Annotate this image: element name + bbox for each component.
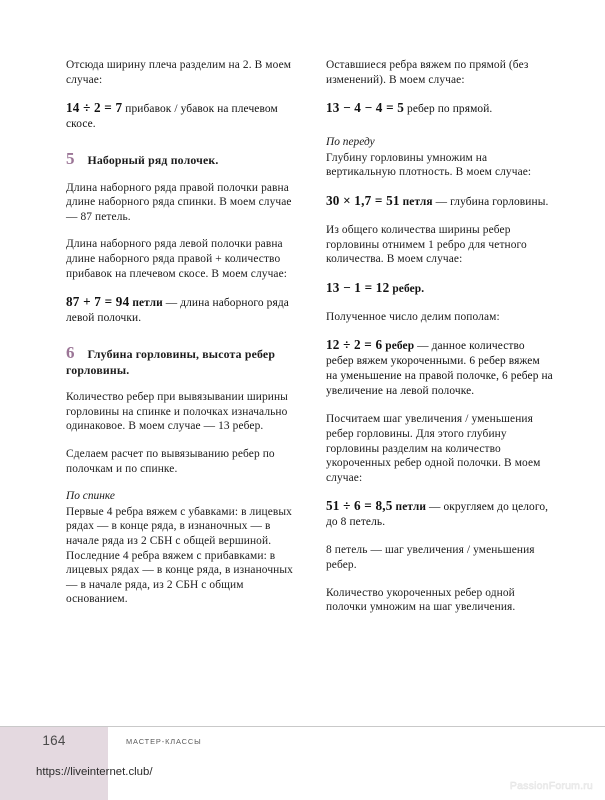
calc-tail: — глубина горловины. xyxy=(432,195,549,208)
watermark: PassionForum.ru xyxy=(509,780,593,792)
paragraph: Отсюда ширину плеча разделим на 2. В моем случае: xyxy=(66,59,292,86)
section-title: Наборный ряд полочек. xyxy=(87,153,219,168)
calc-expression: 30 × 1,7 = 51 xyxy=(326,192,400,208)
calc-expression: 87 + 7 = 94 xyxy=(66,294,130,310)
calc-unit: ребер xyxy=(382,340,415,353)
calculation-line xyxy=(326,100,554,117)
left-column xyxy=(66,58,294,628)
two-column-body xyxy=(66,58,565,628)
calculation-line xyxy=(326,498,554,530)
paragraph: Сделаем расчет по вывязыванию ребер по полочкам и по спинке. xyxy=(66,448,275,475)
paragraph: Полученное число делим пополам: xyxy=(326,310,500,323)
calculation-line xyxy=(326,337,554,399)
calc-expression: 13 − 4 − 4 = 5 xyxy=(326,100,405,116)
paragraph: Посчитаем шаг увеличения / уменьшения ребер горловины. Для этого глубину горловины разделим на количество укороченных ребер одной полочки. В моем случае: xyxy=(326,413,541,484)
paragraph: Из общего количества ширины ребер горловины отнимем 1 ребро для четного количества. В моем случае: xyxy=(326,223,527,266)
paragraph: Длина наборного ряда правой полочки равна длине наборного ряда спинки. В моем случае — 87 петель. xyxy=(66,181,292,223)
section-number: 5 xyxy=(66,149,75,169)
page-number: 164 xyxy=(42,733,66,748)
paragraph: Глубину горловины умножим на вертикальную плотность. В моем случае: xyxy=(326,151,532,179)
calc-tail: ребер по прямой. xyxy=(404,103,493,116)
calc-tail: — длина наборного ряда левой полочки. xyxy=(66,297,289,325)
paragraph: 8 петель — шаг увеличения / уменьшения ребер. xyxy=(326,544,535,571)
source-url[interactable]: https://liveinternet.club/ xyxy=(36,766,153,778)
italic-subheading: По переду xyxy=(326,136,375,149)
right-column xyxy=(326,58,554,628)
calc-unit: петли xyxy=(392,501,427,514)
paragraph: Оставшиеся ребра вяжем по прямой (без изменений). В моем случае: xyxy=(326,59,529,86)
paragraph: Количество укороченных ребер одной полочки умножим на шаг увеличения. xyxy=(326,586,516,614)
calc-tail: прибавок / убавок на плечевом скосе. xyxy=(66,103,278,131)
paragraph: Длина наборного ряда левой полочки равна длине наборного ряда правой + количество прибавок на плечевом скосе. В моем случае: xyxy=(66,238,288,280)
section-number: 6 xyxy=(66,343,75,363)
calc-expression: 13 − 1 = 12 xyxy=(326,279,390,295)
paragraph: Первые 4 ребра вяжем с убавками: в лицевых рядах — в конце ряда, в изнаночных — в начале ряда из 2 СБН с общей вершиной. Последние 4 ребра вяжем с прибавками: в лицевых рядах — в конце ряда, в изнаночных — в начале ряда, из 2 СБН с общим основанием. xyxy=(66,505,293,606)
section-title: Глубина горловины, высота ребер горловины. xyxy=(66,347,276,377)
calc-unit: петли xyxy=(129,297,163,310)
calc-expression: 51 ÷ 6 = 8,5 xyxy=(326,498,393,514)
calc-unit: петля xyxy=(399,195,433,208)
paragraph: Количество ребер при вывязывании ширины горловины на спинке и полочках изначально одинаковое. В моем случае — 13 ребер. xyxy=(66,391,288,433)
section-heading-5 xyxy=(66,150,294,169)
calculation-line xyxy=(66,294,294,326)
calc-expression: 14 ÷ 2 = 7 xyxy=(66,100,123,116)
calculation-line xyxy=(326,280,554,297)
calc-tail: — данное количество ребер вяжем укороченными. 6 ребер вяжем на уменьшение на правой полочке, 6 ребер на увеличение на левой полочке. xyxy=(326,340,553,398)
calc-expression: 12 ÷ 2 = 6 xyxy=(326,337,383,353)
italic-subheading: По спинке xyxy=(66,490,115,503)
calculation-line xyxy=(66,100,294,132)
section-heading-6 xyxy=(66,344,294,378)
calc-tail: — округляем до целого, до 8 петель. xyxy=(326,501,549,529)
calculation-line xyxy=(326,193,554,210)
footer-section-label: МАСТЕР-КЛАССЫ xyxy=(126,737,202,746)
calc-unit: ребер. xyxy=(389,282,425,295)
